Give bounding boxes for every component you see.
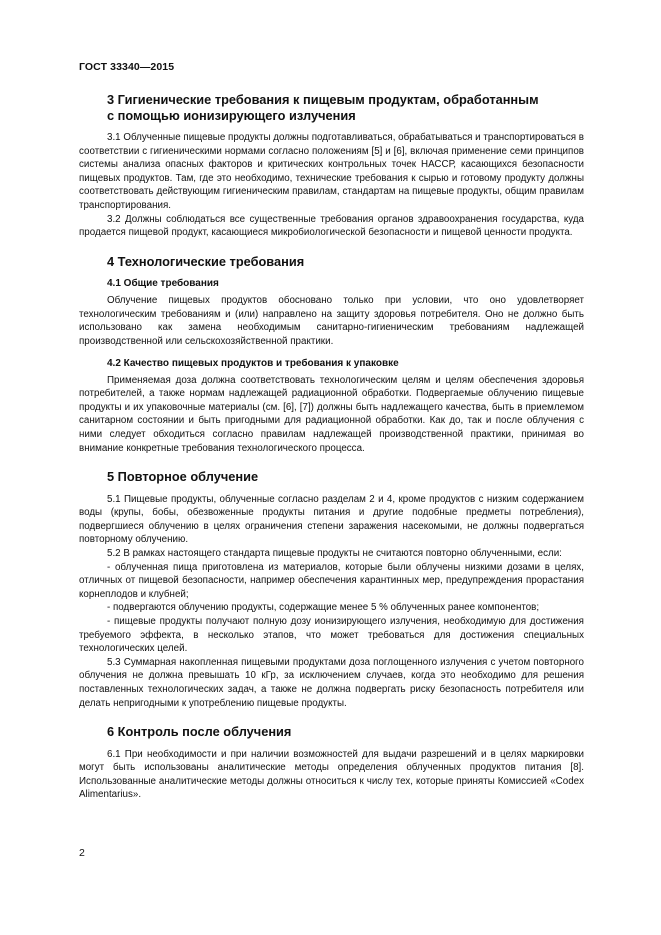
section-3-title: 3 Гигиенические требования к пищевым продуктам, обработанным с помощью ионизирующего излучения: [107, 92, 539, 123]
paragraph-4-2: Применяемая доза должна соответствовать технологическим целям и целям обеспечения здоровья потребителей, а также нормам надлежащей радиационной обработки. Подвергаемые облучению пищевые продукты и их упаковочные материалы (см. [6], [7]) должны быть надлежащего качества, быть в приемлемом санитарном состоянии и быть пригодными для радиационной обработки. Как до, так и после облучения с ними следует обходиться согласно правилам надлежащей производственной практики, принимая во внимание конкретные требования технологического процесса.: [79, 374, 584, 454]
paragraph-6-1: 6.1 При необходимости и при наличии возможностей для выдачи разрешений и в целях маркировки могут быть использованы аналитические методы определения облученных продуктов питания [8]. Использованные аналитические методы должны относиться к числу тех, которые приняты Комиссией «Codex Alimentarius».: [79, 748, 584, 801]
list-item: - пищевые продукты получают полную дозу ионизирующего излучения, необходимую для достижения требуемого эффекта, в несколько этапов, что может требоваться для достижения специальных технологических целей.: [79, 616, 584, 655]
paragraph-3-1: 3.1 Облученные пищевые продукты должны подготавливаться, обрабатываться и транспортироваться в соответствии с гигиеническими нормами согласно положениям [5] и [6], включая применение семи принципов системы анализа опасных факторов и критических контрольных точек НАССР, касающихся безопасности пищевых продуктов. Там, где это необходимо, технические требования к сырью и готовому продукту должны соответствовать действующим гигиеническим правилам, стандартам на пищевые продукты, общим правилам транспортирования.: [79, 132, 584, 211]
paragraph-5-2: 5.2 В рамках настоящего стандарта пищевые продукты не считаются повторно облученными, если:: [107, 548, 562, 560]
list-item: - подвергаются облучению продукты, содержащие менее 5 % облученных ранее компонентов;: [107, 602, 540, 614]
paragraph-5-3: 5.3 Суммарная накопленная пищевыми продуктами доза поглощенного излучения с учетом повторного облучения не должна превышать 10 кГр, за исключением случаев, когда это необходимо для решения поставленных технологических задач, а также не должна подвергать риску безопасность потребителя или делать непригодными к употреблению пищевые продукты.: [79, 656, 584, 709]
subsection-4-2-title: 4.2 Качество пищевых продуктов и требования к упаковке: [107, 357, 399, 369]
paragraph-4-1: Облучение пищевых продуктов обосновано только при условии, что оно удовлетворяет технологическим требованиям и (или) направлено на защиту здоровья потребителя. Оно не должно быть использовано как замена необходимым санитарно-гигиеническим требованиям надлежащей производственной или сельскохозяйственной практики.: [79, 295, 584, 348]
re-irradiation-exceptions-list: [79, 561, 584, 656]
section-4-title: 4 Технологические требования: [107, 253, 305, 269]
page-number: 2: [79, 847, 85, 859]
subsection-4-1-title: 4.1 Общие требования: [107, 278, 219, 290]
paragraph-5-1: 5.1 Пищевые продукты, облученные согласно разделам 2 и 4, кроме продуктов с низким содержанием воды (крупы, бобы, обезвоженные продукты питания и другие подобные предметы потребления), подвергшиеся облучению в целях ограничения степени заражения насекомыми, не должны подвергаться повторному облучению.: [79, 493, 584, 546]
section-5-title: 5 Повторное облучение: [107, 469, 259, 485]
document-standard-header: ГОСТ 33340—2015: [79, 61, 175, 73]
list-item: - облученная пища приготовлена из материалов, которые были облучены низкими дозами в целях, отличных от пищевой безопасности, например обеспечения карантинных мер, предупреждения прорастания корнеплодов и клубней;: [79, 561, 584, 600]
document-body: [79, 92, 584, 802]
section-6-title: 6 Контроль после облучения: [107, 724, 292, 740]
paragraph-3-2: 3.2 Должны соблюдаться все существенные требования органов здравоохранения государства, куда продается пищевой продукт, касающиеся микробиологической безопасности и пищевой ценности продукта.: [79, 213, 584, 239]
